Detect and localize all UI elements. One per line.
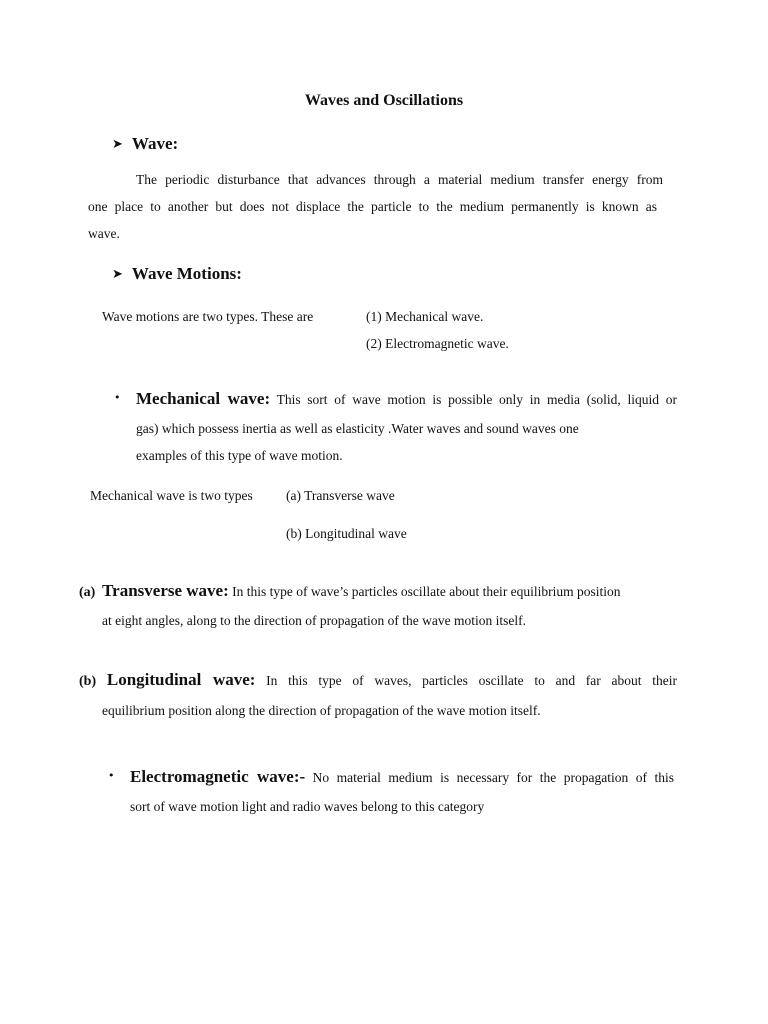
mechanical-wave-line-1 xyxy=(136,385,677,413)
electromagnetic-wave-line-1 xyxy=(130,763,674,791)
wave-type-mechanical: (1) Mechanical wave. xyxy=(366,309,484,324)
arrow-bullet-icon: ➤ xyxy=(112,267,123,282)
wave-definition-line-2: one place to another but does not displace the particle to the medium permanently is known as xyxy=(88,199,657,214)
wave-motions-intro: Wave motions are two types. These are xyxy=(102,309,314,324)
longitudinal-wave-line-2: equilibrium position along the direction of propagation of the wave motion itself. xyxy=(102,703,541,718)
transverse-wave-line-2: at eight angles, along to the direction of propagation of the wave motion itself. xyxy=(102,613,527,628)
longitudinal-wave-line-1 xyxy=(79,666,677,695)
mechanical-wave-line-3: examples of this type of wave motion. xyxy=(136,448,343,463)
transverse-wave-desc-1: In this type of wave’s particles oscillate about their equilibrium position xyxy=(232,584,621,599)
mechanical-type-longitudinal: (b) Longitudinal wave xyxy=(286,526,407,541)
arrow-bullet-icon: ➤ xyxy=(112,137,123,152)
transverse-wave-term: Transverse wave: xyxy=(102,581,229,600)
longitudinal-label: (b) xyxy=(79,674,97,689)
electromagnetic-wave-desc-1: No material medium is necessary for the propagation of this xyxy=(312,770,674,785)
longitudinal-wave-desc-1: In this type of waves, particles oscillate to and far about their xyxy=(266,673,677,688)
page-title: Waves and Oscillations xyxy=(304,92,464,109)
mechanical-wave-desc-1: This sort of wave motion is possible only in media (solid, liquid or xyxy=(276,392,677,407)
mechanical-wave-line-2: gas) which possess inertia as well as elasticity .Water waves and sound waves one xyxy=(136,421,579,436)
wave-motions-heading xyxy=(112,264,242,284)
electromagnetic-wave-term: Electromagnetic wave:- xyxy=(130,767,306,786)
longitudinal-wave-term: Longitudinal wave: xyxy=(106,670,256,689)
mechanical-types-intro: Mechanical wave is two types xyxy=(90,488,253,503)
mechanical-wave-term: Mechanical wave: xyxy=(136,389,271,408)
wave-motions-heading-text: Wave Motions: xyxy=(131,264,242,283)
bullet-icon: • xyxy=(108,769,115,782)
transverse-label: (a) xyxy=(79,585,96,600)
bullet-icon: • xyxy=(114,391,121,404)
wave-heading-text: Wave: xyxy=(131,134,179,153)
mechanical-type-transverse: (a) Transverse wave xyxy=(286,488,395,503)
transverse-wave-line-1 xyxy=(79,577,673,606)
electromagnetic-wave-line-2: sort of wave motion light and radio waves belong to this category xyxy=(130,799,485,814)
wave-definition-line-3: wave. xyxy=(88,226,120,241)
wave-type-electromagnetic: (2) Electromagnetic wave. xyxy=(366,336,509,351)
wave-definition-line-1: The periodic disturbance that advances through a material medium transfer energy from xyxy=(136,172,663,187)
wave-heading xyxy=(112,134,178,154)
